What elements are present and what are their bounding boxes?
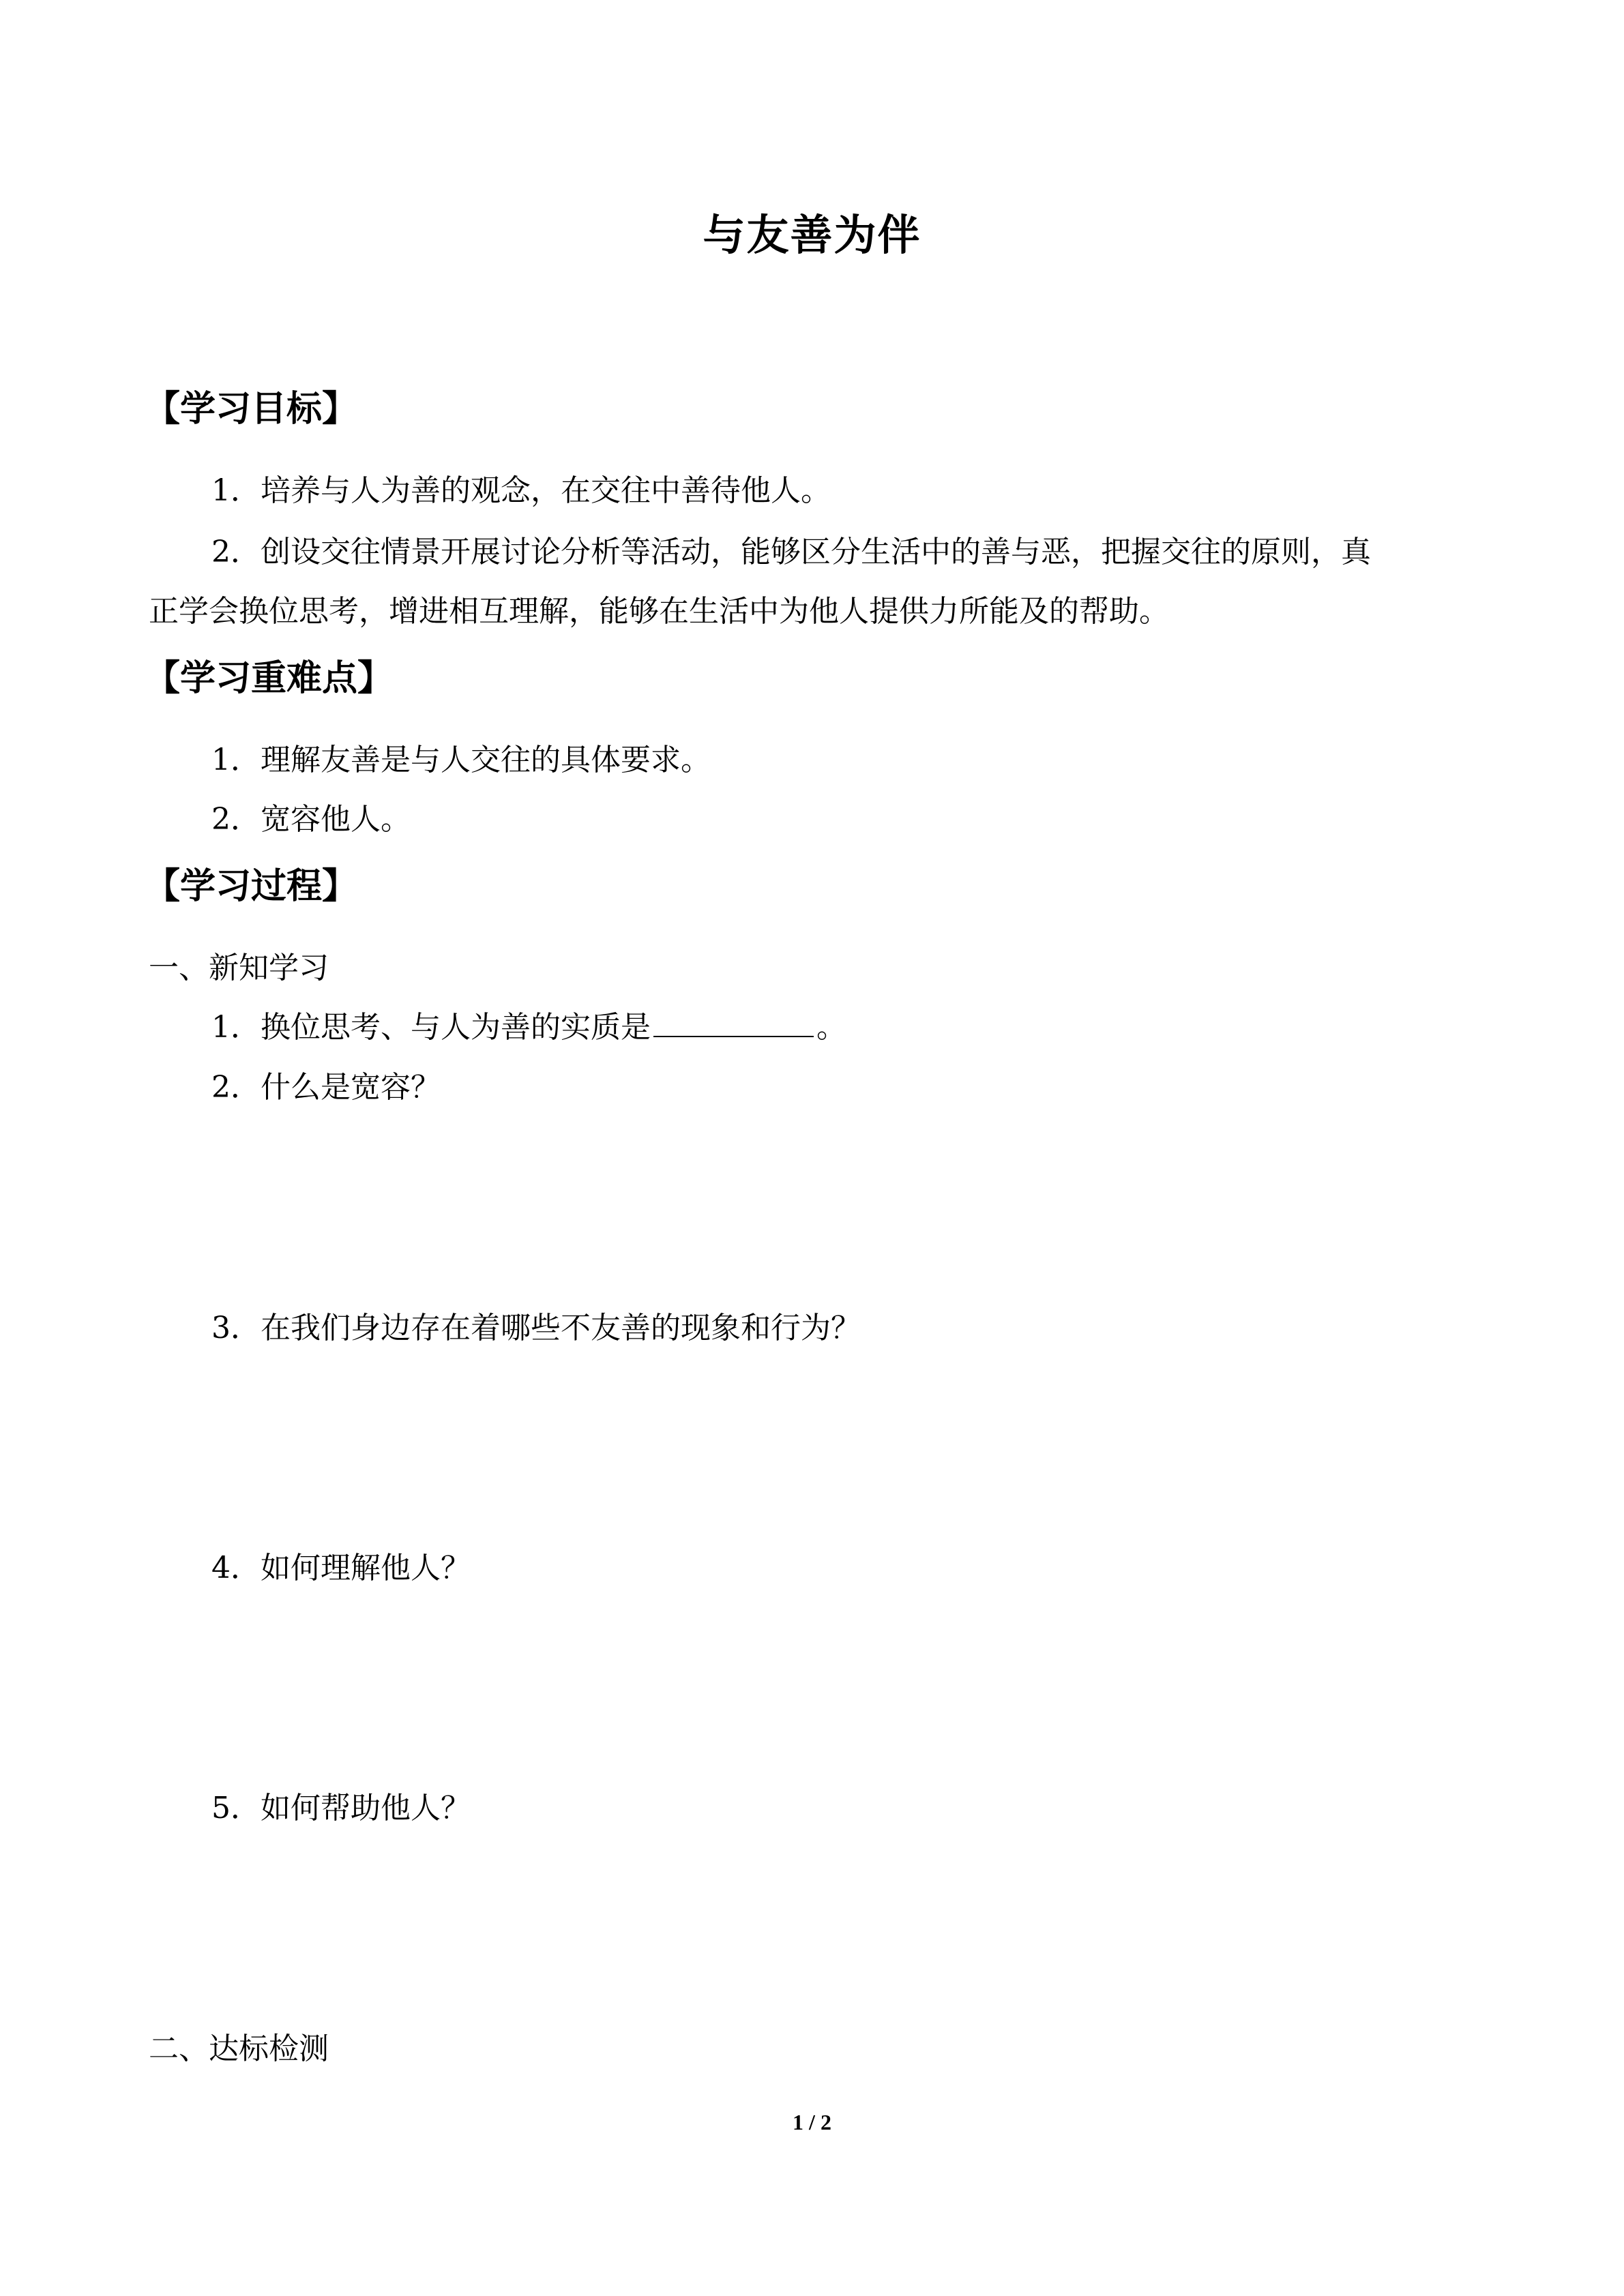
objective-item-2-continued: 正学会换位思考，增进相互理解，能够在生活中为他人提供力所能及的帮助。	[149, 594, 1169, 629]
question-1-text: 1．换位思考、与人为善的实质是	[211, 1010, 651, 1045]
objective-item-2: 2．创设交往情景开展讨论分析等活动，能够区分生活中的善与恶，把握交往的原则，真	[211, 535, 1371, 569]
key-point-item-2: 2．宽容他人。	[211, 802, 411, 837]
objective-item-1: 1．培养与人为善的观念，在交往中善待他人。	[211, 473, 831, 508]
document-title: 与友善为伴	[703, 210, 921, 260]
answer-blank[interactable]	[653, 1009, 814, 1037]
question-5: 5．如何帮助他人？	[211, 1791, 471, 1825]
key-points-heading: 【学习重难点】	[145, 658, 394, 699]
question-1-suffix: 。	[816, 1010, 846, 1045]
page-number: 1 / 2	[793, 2110, 831, 2134]
key-point-item-1: 1．理解友善是与人交往的具体要求。	[211, 743, 711, 777]
question-1	[211, 1007, 846, 1048]
process-heading: 【学习过程】	[145, 866, 358, 907]
question-2: 2．什么是宽容？	[211, 1070, 441, 1105]
question-4: 4．如何理解他人？	[211, 1551, 471, 1585]
part2-label: 二、达标检测	[149, 2031, 329, 2066]
part1-label: 一、新知学习	[149, 951, 329, 985]
objectives-heading: 【学习目标】	[145, 389, 358, 430]
question-3: 3．在我们身边存在着哪些不友善的现象和行为？	[211, 1311, 861, 1345]
